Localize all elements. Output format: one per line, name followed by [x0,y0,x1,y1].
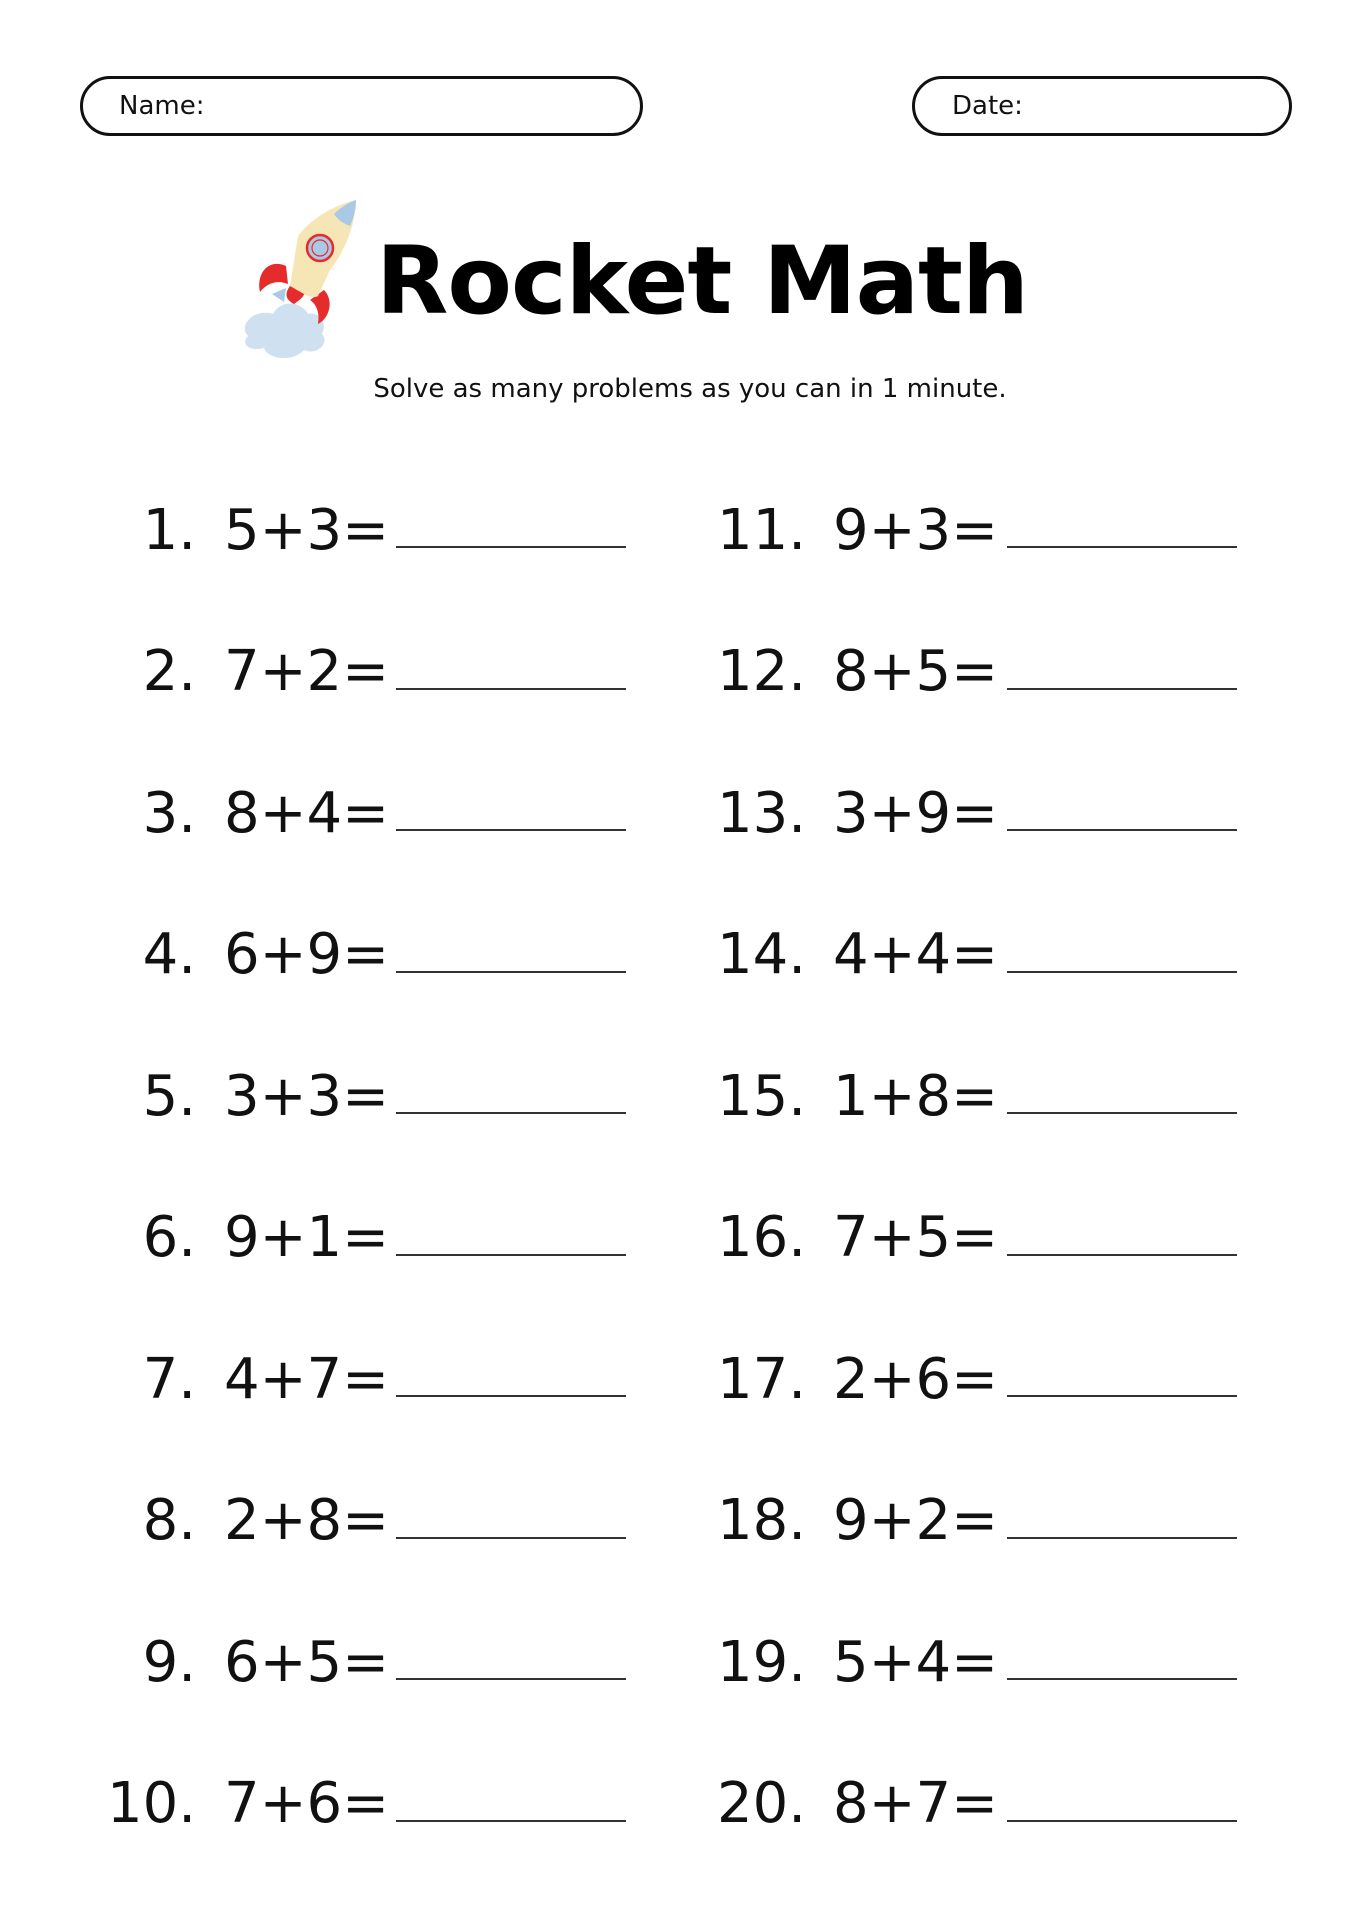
date-label: Date: [952,91,1023,121]
problem-expression: 8+5= [833,639,999,704]
answer-line[interactable] [396,1395,626,1397]
problem-number: 12. [716,639,806,704]
problem-number: 15. [716,1063,806,1129]
problem-number: 13. [716,780,806,846]
answer-line[interactable] [1007,1112,1237,1114]
problem-number: 1. [142,497,196,563]
problem-number: 9. [142,1629,196,1695]
problem-number: 11. [716,497,806,563]
problem-number: 8. [142,1488,196,1553]
problem-expression: 4+7= [224,1346,390,1412]
answer-line[interactable] [1007,971,1237,973]
answer-line[interactable] [396,1820,626,1822]
problem-number: 6. [142,1205,196,1270]
answer-line[interactable] [1007,1537,1237,1539]
problem-expression: 3+3= [224,1063,390,1129]
problem-expression: 2+6= [833,1346,999,1412]
answer-line[interactable] [1007,688,1237,690]
answer-line[interactable] [396,1537,626,1539]
problem-expression: 7+2= [224,639,390,704]
page-title: Rocket Math [376,226,1028,336]
problem-number: 5. [142,1063,196,1129]
instructions: Solve as many problems as you can in 1 minute. [373,374,1007,404]
answer-line[interactable] [1007,829,1237,831]
answer-line[interactable] [396,546,626,548]
answer-line[interactable] [1007,1820,1237,1822]
answer-line[interactable] [396,688,626,690]
answer-line[interactable] [1007,1254,1237,1256]
problem-number: 4. [142,922,196,987]
problem-expression: 9+1= [224,1205,390,1270]
problem-number: 2. [142,639,196,704]
problem-number: 14. [716,922,806,987]
problem-expression: 7+6= [224,1771,390,1836]
problem-expression: 2+8= [224,1488,390,1553]
problem-expression: 9+2= [833,1488,999,1553]
answer-line[interactable] [396,1678,626,1680]
name-field[interactable] [80,76,643,136]
problem-expression: 5+3= [224,497,390,563]
problem-number: 18. [716,1488,806,1553]
problem-expression: 8+7= [833,1771,999,1836]
problem-expression: 4+4= [833,922,999,987]
answer-line[interactable] [1007,546,1237,548]
problem-expression: 6+5= [224,1629,390,1695]
problem-number: 10. [106,1771,196,1836]
problem-expression: 3+9= [833,780,999,846]
rocket-icon [238,196,368,366]
answer-line[interactable] [396,971,626,973]
answer-line[interactable] [396,829,626,831]
title-row [238,196,1028,366]
problem-number: 19. [716,1629,806,1695]
answer-line[interactable] [396,1254,626,1256]
problem-number: 3. [142,780,196,846]
problem-number: 16. [716,1205,806,1270]
problem-expression: 1+8= [833,1063,999,1129]
problem-expression: 6+9= [224,922,390,987]
problem-expression: 9+3= [833,497,999,563]
problem-number: 20. [716,1771,806,1836]
problem-expression: 7+5= [833,1205,999,1270]
problem-number: 17. [716,1346,806,1412]
date-field[interactable] [912,76,1292,136]
answer-line[interactable] [1007,1678,1237,1680]
answer-line[interactable] [396,1112,626,1114]
name-label: Name: [119,91,205,121]
problem-expression: 8+4= [224,780,390,846]
problem-number: 7. [142,1346,196,1412]
answer-line[interactable] [1007,1395,1237,1397]
problem-expression: 5+4= [833,1629,999,1695]
